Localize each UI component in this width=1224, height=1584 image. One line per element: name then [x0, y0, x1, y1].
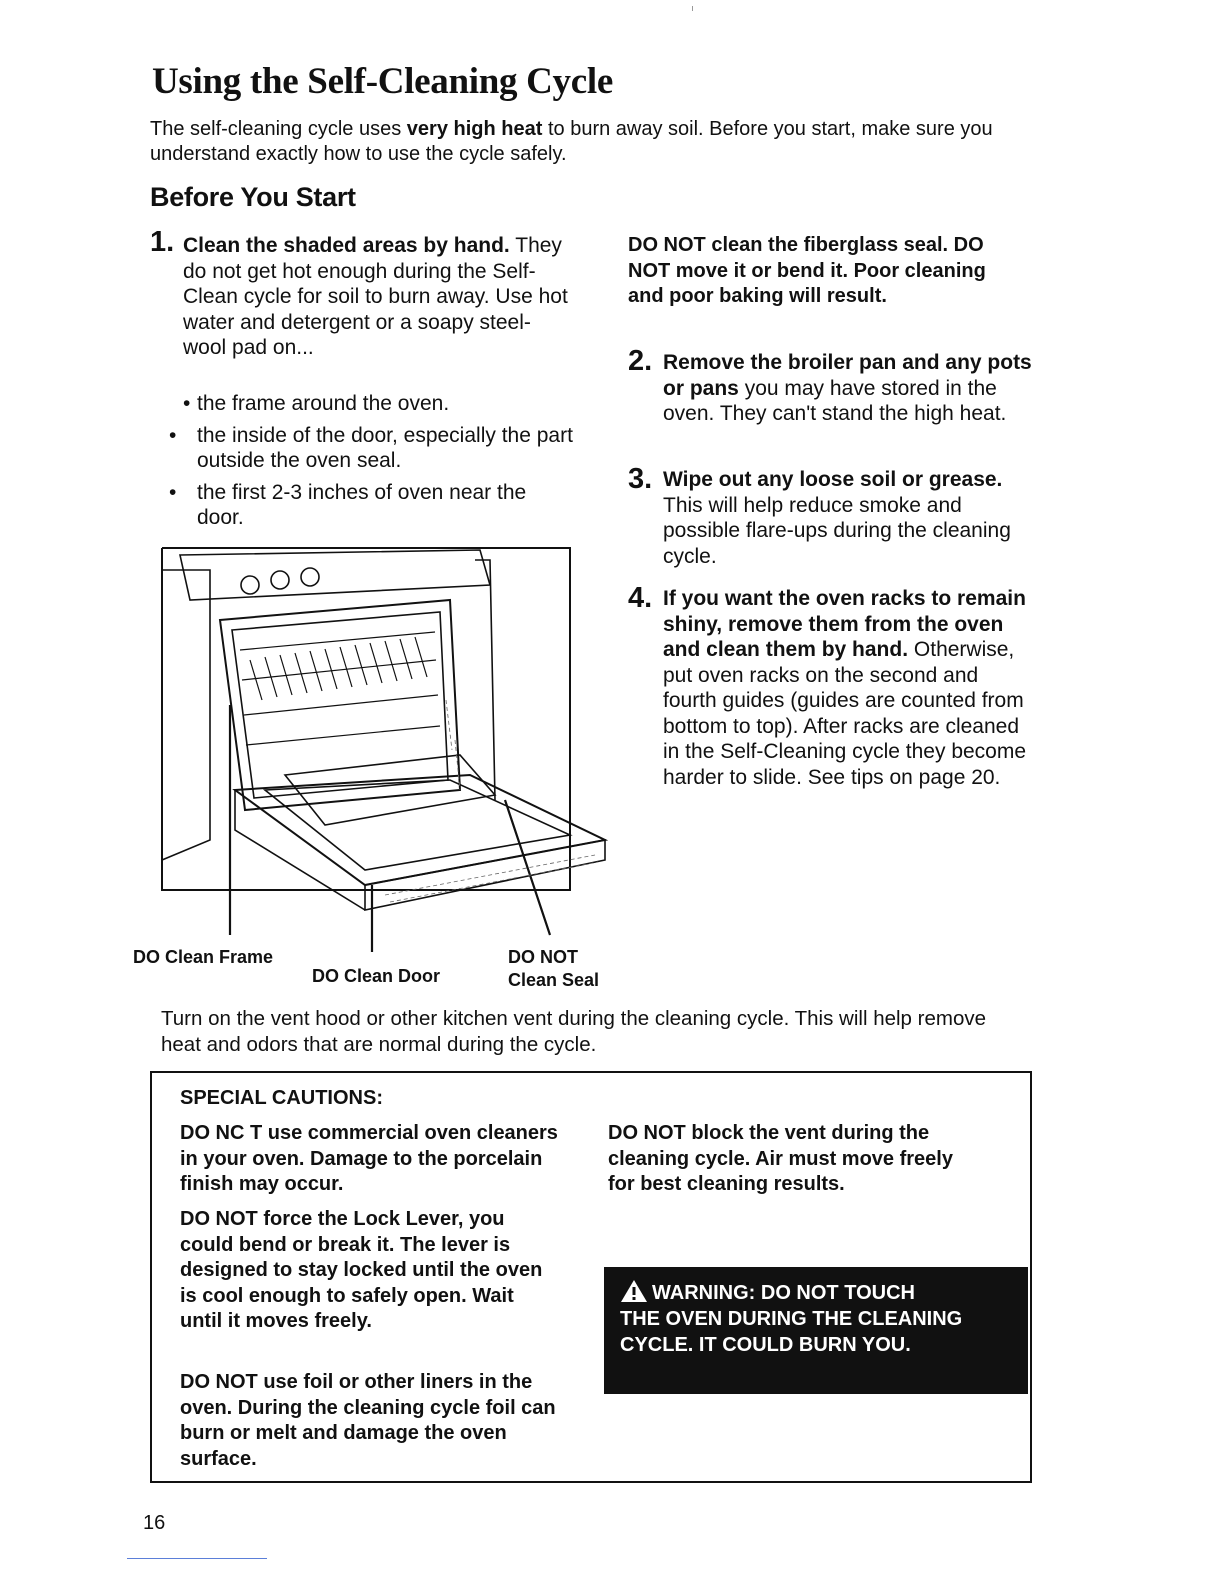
fiberglass-seal-note: DO NOT clean the fiberglass seal. DO NOT move it or bend it. Poor cleaning and poor baking will result.: [628, 234, 986, 307]
intro-text-start: The self-cleaning cycle uses: [150, 118, 407, 140]
warning-text-rest: THE OVEN DURING THE CLEANING CYCLE. IT COULD BURN YOU.: [620, 1308, 963, 1356]
oven-illustration: [150, 540, 620, 960]
step-4-bold: If you want the oven racks to remain shiny, remove them from the oven and clean them by hand.: [663, 587, 1026, 661]
figure-label-do-not-line1: DO NOT: [508, 947, 578, 967]
step-1-bold: Clean the shaded areas by hand.: [183, 234, 510, 257]
warning-line-1: WARNING: DO NOT TOUCH: [652, 1282, 915, 1304]
step-1-body: They do not get hot enough during the Self-Clean cycle for soil to burn away. Use hot water and detergent or a soapy steel-wool pad on...: [183, 234, 568, 359]
step-3-body: This will help reduce smoke and possible flare-ups during the cleaning cycle.: [663, 493, 1011, 568]
caution-lock-lever: DO NOT force the Lock Lever, you could bend or break it. The lever is designed to stay locked until the oven is cool enough to safely open. Wait until it moves freely.: [180, 1208, 543, 1332]
figure-label-clean-door: DO Clean Door: [312, 966, 441, 986]
step-2-body: you may have stored in the oven. They can't stand the high heat.: [663, 376, 1007, 425]
page-number: 16: [143, 1512, 166, 1534]
step-1-number: 1.: [150, 226, 175, 258]
bullet-text: the first 2-3 inches of oven near the door.: [197, 480, 527, 529]
step-1-bullet-list: [169, 391, 573, 531]
list-item: • the frame around the oven.: [183, 392, 450, 415]
step-1-text: [183, 233, 573, 361]
intro-paragraph: [150, 117, 1050, 167]
figure-label-do-not-line2: Clean Seal: [508, 970, 600, 990]
figure-label-clean-frame: DO Clean Frame: [133, 947, 274, 967]
step-2-text: [663, 350, 1033, 427]
step-4-number: 4.: [628, 582, 653, 614]
scan-mark: [692, 6, 693, 11]
step-4-text: [663, 586, 1033, 790]
section-heading: Before You Start: [150, 182, 356, 212]
caution-block-vent: DO NOT block the vent during the cleaning cycle. Air must move freely for best cleaning results.: [608, 1122, 953, 1195]
bullet-text: the frame around the oven.: [197, 392, 450, 415]
warning-triangle-icon: [620, 1279, 648, 1303]
bullet-text: the inside of the door, especially the part outside the oven seal.: [197, 423, 573, 472]
step-2-bold: Remove the broiler pan and any pots or pans: [663, 351, 1032, 400]
intro-emphasis: very high heat: [406, 118, 543, 140]
warning-box: [604, 1267, 1028, 1394]
page-title: Using the Self-Cleaning Cycle: [152, 61, 613, 102]
intro-text-end: to burn away soil. Before you start, make sure you understand exactly how to use the cycle safely.: [150, 118, 993, 165]
cautions-heading: SPECIAL CAUTIONS:: [180, 1087, 383, 1109]
vent-note: Turn on the vent hood or other kitchen vent during the cleaning cycle. This will help remove heat and odors that are normal during the cycle.: [161, 1007, 987, 1056]
step-3-number: 3.: [628, 463, 653, 495]
step-4-body: Otherwise, put oven racks on the second and fourth guides (guides are counted from bottom to top). After racks are cleaned in the Self-Cleaning cycle they become harder to slide. See tips on page 20.: [663, 638, 1027, 789]
footer-rule: [127, 1558, 267, 1559]
step-3-bold: Wipe out any loose soil or grease.: [663, 468, 1003, 491]
caution-commercial-cleaners: DO NC T use commercial oven cleaners in your oven. Damage to the porcelain finish may occur.: [180, 1122, 558, 1195]
list-item: • the first 2-3 inches of oven near the door.: [169, 480, 527, 529]
list-item: • the inside of the door, especially the part outside the oven seal.: [169, 423, 573, 472]
step-2-number: 2.: [628, 345, 653, 377]
step-3-text: [663, 467, 1033, 569]
caution-foil-liners: DO NOT use foil or other liners in the oven. During the cleaning cycle foil can burn or melt and damage the oven surface.: [180, 1371, 556, 1470]
